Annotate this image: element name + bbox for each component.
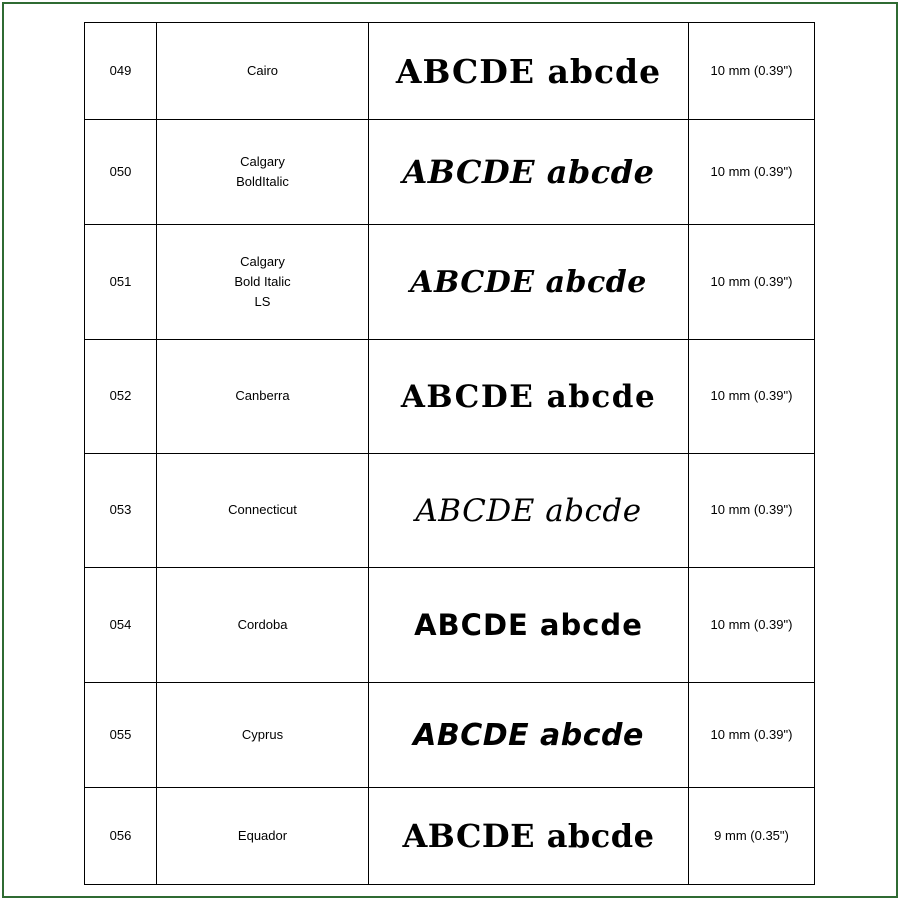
font-size: 10 mm (0.39") bbox=[689, 120, 815, 225]
font-name bbox=[157, 120, 369, 225]
font-name bbox=[157, 454, 369, 568]
font-size: 10 mm (0.39") bbox=[689, 225, 815, 340]
table-row bbox=[85, 340, 815, 454]
font-name-line: Bold Italic bbox=[234, 273, 291, 289]
row-number: 055 bbox=[85, 683, 157, 788]
font-name bbox=[157, 23, 369, 120]
font-name-line: Canberra bbox=[235, 388, 290, 404]
row-number: 050 bbox=[85, 120, 157, 225]
font-name-line: Cordoba bbox=[237, 616, 288, 632]
font-sample: ABCDE abcde bbox=[369, 23, 689, 120]
font-size: 10 mm (0.39") bbox=[689, 683, 815, 788]
table-row bbox=[85, 454, 815, 568]
font-size: 10 mm (0.39") bbox=[689, 454, 815, 568]
font-name bbox=[157, 225, 369, 340]
font-name bbox=[157, 788, 369, 885]
font-sample: ABCDE abcde bbox=[369, 788, 689, 885]
font-name-line: LS bbox=[254, 294, 271, 310]
table-row bbox=[85, 568, 815, 683]
font-sample: ABCDE abcde bbox=[369, 454, 689, 568]
table-row bbox=[85, 23, 815, 120]
font-name-line: Calgary bbox=[240, 253, 285, 269]
font-name-line: Cyprus bbox=[241, 726, 284, 742]
table-row bbox=[85, 683, 815, 788]
font-name bbox=[157, 568, 369, 683]
font-sample: ABCDE abcde bbox=[369, 120, 689, 225]
font-sample: ABCDE abcde bbox=[369, 225, 689, 340]
font-size: 10 mm (0.39") bbox=[689, 340, 815, 454]
font-catalog-table bbox=[84, 22, 815, 885]
font-name-line: Calgary bbox=[240, 153, 285, 169]
font-name-line: Connecticut bbox=[228, 502, 297, 518]
font-sample: ABCDE abcde bbox=[369, 568, 689, 683]
row-number: 049 bbox=[85, 23, 157, 120]
table-row bbox=[85, 788, 815, 885]
row-number: 052 bbox=[85, 340, 157, 454]
font-name bbox=[157, 683, 369, 788]
font-sample: ABCDE abcde bbox=[369, 683, 689, 788]
font-name-line: Equador bbox=[237, 827, 288, 843]
table-row bbox=[85, 225, 815, 340]
font-name bbox=[157, 340, 369, 454]
row-number: 054 bbox=[85, 568, 157, 683]
font-catalog-table-wrapper bbox=[84, 22, 814, 885]
row-number: 053 bbox=[85, 454, 157, 568]
row-number: 051 bbox=[85, 225, 157, 340]
font-size: 10 mm (0.39") bbox=[689, 568, 815, 683]
row-number: 056 bbox=[85, 788, 157, 885]
font-size: 10 mm (0.39") bbox=[689, 23, 815, 120]
font-name-line: Cairo bbox=[246, 62, 279, 78]
font-name-line: BoldItalic bbox=[236, 174, 289, 189]
table-row bbox=[85, 120, 815, 225]
font-sample: ABCDE abcde bbox=[369, 340, 689, 454]
font-size: 9 mm (0.35") bbox=[689, 788, 815, 885]
